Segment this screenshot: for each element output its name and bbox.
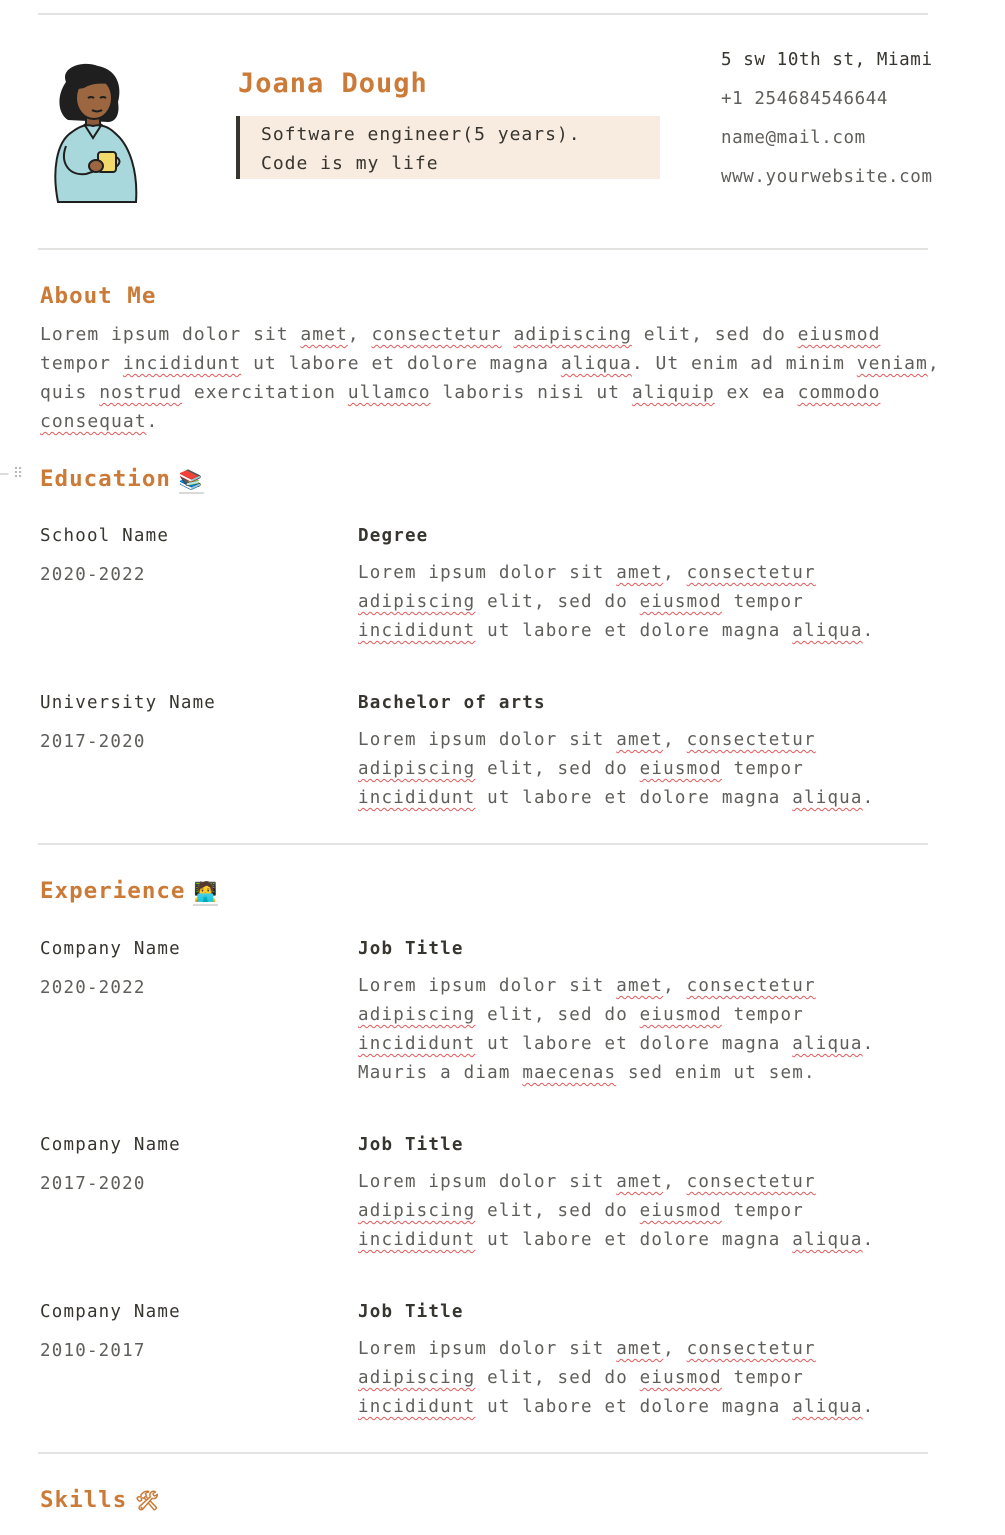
experience-entry-right xyxy=(358,939,948,1088)
drag-handle-icon[interactable]: – ⠿ xyxy=(0,466,22,482)
experience-entry-right xyxy=(358,1135,948,1255)
tagline-callout xyxy=(236,116,660,179)
education-entry-left xyxy=(40,693,216,752)
education-entry-right xyxy=(358,526,948,646)
education-title: Education xyxy=(40,466,171,492)
contact-phone: +1 254684546644 xyxy=(721,89,889,109)
company-name: Company Name xyxy=(40,1135,181,1155)
contact-website: www.yourwebsite.com xyxy=(721,167,933,187)
entry-dates: 2017-2020 xyxy=(40,732,146,752)
entry-dates: 2010-2017 xyxy=(40,1341,146,1361)
person-name: Joana Dough xyxy=(238,68,428,99)
contact-info xyxy=(721,47,933,203)
avatar xyxy=(38,62,144,204)
skills-title: Skills xyxy=(40,1487,128,1513)
school-name: University Name xyxy=(40,693,217,713)
job-title: Job Title xyxy=(358,1302,464,1322)
entry-dates: 2020-2022 xyxy=(40,565,146,585)
divider xyxy=(38,843,928,845)
divider xyxy=(38,13,928,15)
job-title: Job Title xyxy=(358,1135,464,1155)
hammer-wrench-icon: 🛠 xyxy=(135,1490,161,1512)
entry-description: Lorem ipsum dolor sit amet, consectetur adipiscing elit, sed do eiusmod tempor incididunt ut labore et dolore magna aliqua. xyxy=(358,730,875,808)
experience-entry-right xyxy=(358,1302,948,1422)
entry-description: Lorem ipsum dolor sit amet, consectetur adipiscing elit, sed do eiusmod tempor incididunt ut labore et dolore magna aliqua. xyxy=(358,1339,875,1417)
entry-dates: 2020-2022 xyxy=(40,978,146,998)
contact-email: name@mail.com xyxy=(721,128,866,148)
entry-description: Lorem ipsum dolor sit amet, consectetur adipiscing elit, sed do eiusmod tempor incididunt ut labore et dolore magna aliqua. xyxy=(358,1172,875,1250)
experience-title: Experience xyxy=(40,878,186,904)
experience-entry-left xyxy=(40,1302,181,1361)
tagline-line: Code is my life xyxy=(261,153,439,174)
degree-title: Bachelor of arts xyxy=(358,693,546,713)
tagline-line: Software engineer(5 years). xyxy=(261,124,581,145)
entry-description: Lorem ipsum dolor sit amet, consectetur adipiscing elit, sed do eiusmod tempor incididunt ut labore et dolore magna aliqua. Mauris a diam maecenas sed enim ut sem. xyxy=(358,976,875,1083)
experience-entry-left xyxy=(40,1135,181,1194)
technologist-icon: 🧑‍💻 xyxy=(193,881,218,906)
divider xyxy=(38,248,928,250)
education-heading xyxy=(40,466,204,492)
experience-heading xyxy=(40,878,218,904)
education-entry-right xyxy=(358,693,948,813)
school-name: School Name xyxy=(40,526,170,546)
books-icon: 📚 xyxy=(179,469,204,494)
entry-dates: 2017-2020 xyxy=(40,1174,146,1194)
degree-title: Degree xyxy=(358,526,429,546)
job-title: Job Title xyxy=(358,939,464,959)
company-name: Company Name xyxy=(40,1302,181,1322)
entry-description: Lorem ipsum dolor sit amet, consectetur adipiscing elit, sed do eiusmod tempor incididunt ut labore et dolore magna aliqua. xyxy=(358,563,875,641)
experience-entry-left xyxy=(40,939,181,998)
about-heading: About Me xyxy=(40,283,157,309)
company-name: Company Name xyxy=(40,939,181,959)
contact-address: 5 sw 10th st, Miami xyxy=(721,50,933,70)
about-text: Lorem ipsum dolor sit amet, consectetur adipiscing elit, sed do eiusmod tempor incididunt ut labore et dolore magna aliqua. Ut enim ad minim veniam, quis nostrud exercitation ullamco laboris nisi ut aliquip ex ea commodo consequat. xyxy=(40,324,940,432)
education-entry-left xyxy=(40,526,169,585)
divider xyxy=(38,1452,928,1454)
skills-heading xyxy=(40,1487,160,1513)
